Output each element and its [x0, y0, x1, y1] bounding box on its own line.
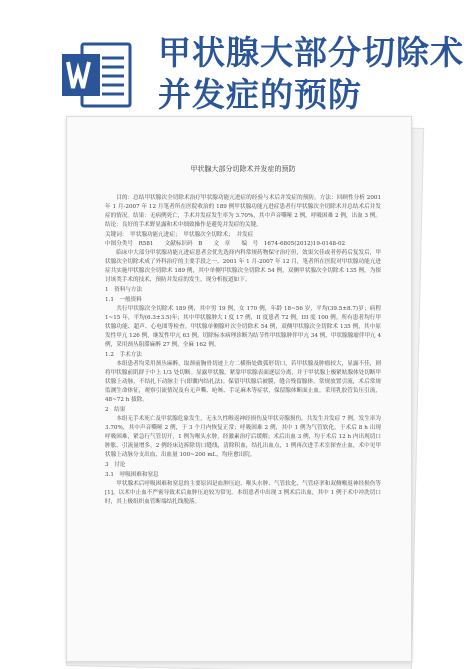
banner [0, 0, 474, 125]
document-title: 甲状腺大部分切除术并发症的预防 [190, 165, 296, 173]
document-paragraph: 临床中大部分甲状腺功能亢进症患者会优先选择内科常规药物保守治疗但，效果欠佳或者停药后复发后，甲状腺次全切除术成了外科治疗的主要手段之一。2001 年 1 月-2007 年 12 月，笔者所在医院对甲状腺功能亢进症共实施甲状腺次全切除术 189 例，其中单侧甲状腺次全切除术 54 例，双侧甲状腺次全切除术 135 例，为探讨该类手术的技术，预防并发症的发生，现分析报道如下。 [105, 250, 381, 283]
banner-title: 甲状腺大部分切除术并发症的预防 [158, 33, 464, 114]
document-paragraph: 关键词： 甲状腺功能亢进症； 甲状腺次全切除术； 并发症 [105, 232, 254, 238]
paragraph-list [105, 194, 381, 507]
document-paragraph: 2 结果 [105, 407, 126, 413]
document-paragraph: 3.1 呼吸困难和窒息 [105, 472, 159, 478]
document-paragraph: 3 讨论 [105, 462, 126, 468]
document-body [105, 165, 381, 507]
document-paragraph: 1.2 手术方法 [105, 352, 142, 358]
document-paragraph: 1 资料与方法 [105, 287, 143, 293]
document-preview [66, 116, 412, 662]
document-paragraph: 目的：总结甲状腺次全切除术治疗甲状腺功能亢进症的经验与术后并发症的预防。方法：回顾性分析 2001 年 1 月-2007 年 12 月笔者所在医院收治的 189 例甲状腺功能亢进症患者行甲状腺次全切除术并总结术后并发症的情况。结果：无病例死亡，手术并发症发生率为 3.70%，其中声音嘶哑 2 例，呼吸困难 2 例，出血 3 例。结论：良好的手术野显露和术中细致操作是避免并发症的关键。 [105, 195, 381, 228]
document-page [66, 116, 412, 662]
word-document-icon [60, 40, 134, 110]
document-paragraph: 共行甲状腺次全切除术 189 例，其中男 19 例，女 170 例，年龄 18~56 岁，平均(39.5±8.7)岁；病程 1~15 年，平均(6.3±3.5)年；其中甲状腺肿大 I 度 17 例，II 度患者 72 例，III 度 100 例。所有患者均行甲状腺功能、超声、心电图等检查。甲状腺单侧腺叶次全切除术 54 例，双侧甲状腺次全切除术 135 例，其中原发性甲亢 126 例，继发性甲亢 63 例。切除标本病理诊断为结节性甲状腺肿伴甲亢 34 例，甲状腺腺瘤伴甲亢 4 例，采用颈丛阻滞麻醉 27 例，全麻 162 例。 [105, 306, 381, 348]
document-paragraph: 1.1 一般资料 [105, 297, 142, 303]
document-paragraph: 中图分类号 R581 文献标识码 B 文 章 编 号 1674-6805(2012)19-0148-02 [105, 241, 346, 247]
document-paragraph: 本组无手术死亡及甲状腺危象发生，无永久性喉返神经损伤及甲状旁腺损伤，共发生并发症 7 例，发生率为 3.70%，其中声音嘶哑 2 例，于 3 个月内恢复正常；呼吸困难 2 例，其中 1 例为气管软化，于术后 8 h 出现呼吸困难，紧急行气管切开，1 例为喉头水肿，经激素治疗后缓解；术后出血 3 例，均于术后 12 h 内出现切口肿胀、引流量增多，2 例经床边拆除切口缝线，清除积血，结扎出血点，1 例再次进手术室探查止血，术中见甲状腺上动脉分支出血，出血量 100~200 mL，均痊愈出院。 [105, 416, 381, 458]
document-paragraph: 甲状腺术后呼吸困难和窒息的主要原因是血肿压迫、喉头水肿、气管软化、气管痉挛和双侧喉返神经损伤等[1]，以术中止血不严密导致术后血肿压迫较为常见。本组患者中出现 3 例术后出血，其中 1 例于术中冲洗切口时，其上极组织血管断端结扎线脱落。 [105, 481, 381, 505]
document-paragraph: 本组患者均采用颈丛麻醉，取颈前胸骨切迹上方二横指处做弧形切口，若甲状腺及肿瘤较大，显露不佳，则将甲状腺前肌群于中上 1/3 处切断。显露甲状腺，紧靠甲状腺表面逐层分离，并于甲状腺上极紧贴腺体处切断甲状腺上动脉，不结扎下动脉主干(即囊内结扎法)。保留甲状腺后被膜，缝合残留腺体，常规放置引流，术后常规监测生命体征，观察引流情况及有无声嘶、呛咳、手足麻木等症状，保留腺体断面止血。采用乳胶管负压引流，48~72 h 拔除。 [105, 361, 381, 403]
